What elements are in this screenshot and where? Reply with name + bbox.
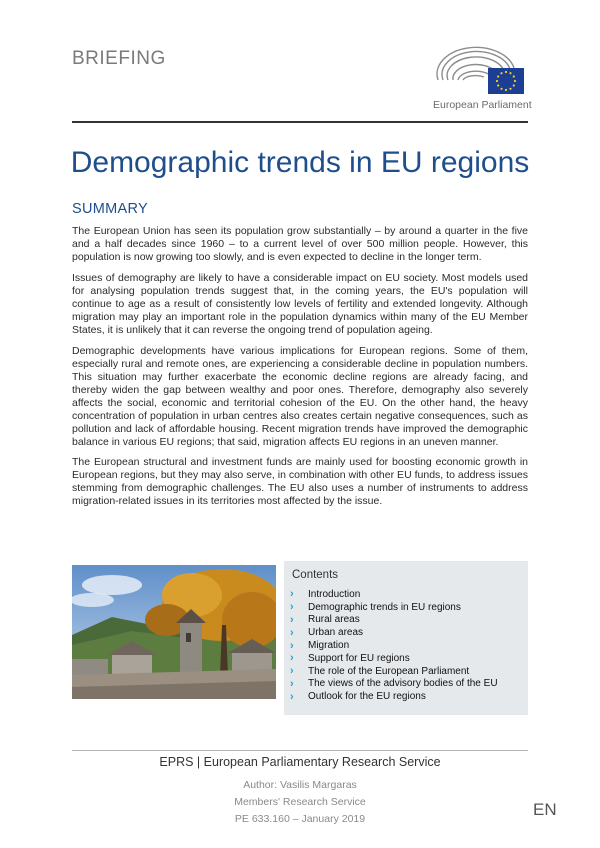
chevron-right-icon: ›: [290, 613, 294, 626]
document-reference: PE 633.160 – January 2019: [234, 813, 366, 825]
summary-paragraph: The European structural and investment funds are mainly used for boosting economic growth in European regions, but they may also serve, in combination with other EU funds, to address issues stemming from demographic challenges. The EU also uses a number of instruments to address migration-related issues in its territories most affected by the issue.: [72, 456, 528, 507]
unit-line: Members' Research Service: [234, 796, 366, 808]
toc-item[interactable]: [290, 678, 498, 691]
village-photo: [72, 565, 276, 699]
document-type-label: BRIEFING: [72, 48, 166, 69]
toc-item[interactable]: [290, 690, 498, 703]
author-line: Author: Vasilis Margaras: [243, 779, 357, 791]
toc-item[interactable]: [290, 626, 498, 639]
chevron-right-icon: ›: [290, 665, 294, 678]
toc-item-label: Introduction: [308, 588, 361, 600]
village-landscape-image: [72, 565, 276, 699]
header-divider: [72, 121, 528, 123]
summary-paragraph: Demographic developments have various implications for European regions. Some of them, especially rural and remote ones, are experiencing a considerable decline in population numbers. This situation may further exacerbate the economic decline regions are already facing, and thereby widen the gap between wealthy and poor ones. Therefore, demography also severely affects the social, economic and territorial cohesion of the EU. On the other hand, the heavy concentration of population in urban centres also creates certain negative consequences, such as pollution and lack of affordable housing. Recent migration trends have improved the demographic balance in various EU regions; that said, migration affects EU regions in an uneven manner.: [72, 345, 528, 448]
language-code: EN: [533, 800, 557, 819]
toc-item[interactable]: [290, 639, 498, 652]
toc-item-label: Urban areas: [308, 627, 364, 639]
toc-item[interactable]: [290, 601, 498, 614]
chevron-right-icon: ›: [290, 601, 294, 614]
toc-item[interactable]: [290, 614, 498, 627]
contents-heading: Contents: [292, 569, 339, 581]
table-of-contents: [290, 588, 498, 703]
toc-item-label: Migration: [308, 640, 350, 652]
toc-item[interactable]: [290, 588, 498, 601]
summary-paragraph: Issues of demography are likely to have a considerable impact on EU society. Most models used for analysing population trends suggest that, in the coming years, the EU's population will continue to age as a result of consistently low levels of fertility and extended longevity. Although migration may play an important role in the population dynamics within many of the EU Member States, it is unlikely that it can reverse the ongoing trend of population ageing.: [72, 272, 528, 336]
research-service-name: EPRS | European Parliamentary Research Service: [159, 755, 441, 769]
footer-divider: [72, 750, 528, 751]
toc-item[interactable]: [290, 665, 498, 678]
chevron-right-icon: ›: [290, 652, 294, 665]
toc-item-label: Support for EU regions: [308, 652, 410, 664]
chevron-right-icon: ›: [290, 639, 294, 652]
hemicycle-logo-icon: [430, 46, 530, 102]
toc-item-label: Rural areas: [308, 614, 360, 626]
chevron-right-icon: ›: [290, 677, 294, 690]
chevron-right-icon: ›: [290, 626, 294, 639]
logo-caption: European Parliament: [433, 99, 532, 111]
chevron-right-icon: ›: [290, 588, 294, 601]
chevron-right-icon: ›: [290, 690, 294, 703]
toc-item-label: Demographic trends in EU regions: [308, 601, 461, 613]
summary-paragraph: The European Union has seen its population grow substantially – by around a quarter in the five and a half decades since 1960 – to a current level of over 500 million people. However, this population is now growing too slowly, and is even expected to decline in the longer term.: [72, 225, 528, 263]
toc-item[interactable]: [290, 652, 498, 665]
toc-item-label: The views of the advisory bodies of the EU: [308, 678, 498, 690]
toc-item-label: The role of the European Parliament: [308, 665, 470, 677]
summary-heading: SUMMARY: [72, 201, 148, 217]
page-title: Demographic trends in EU regions: [70, 146, 530, 179]
toc-item-label: Outlook for the EU regions: [308, 691, 426, 703]
